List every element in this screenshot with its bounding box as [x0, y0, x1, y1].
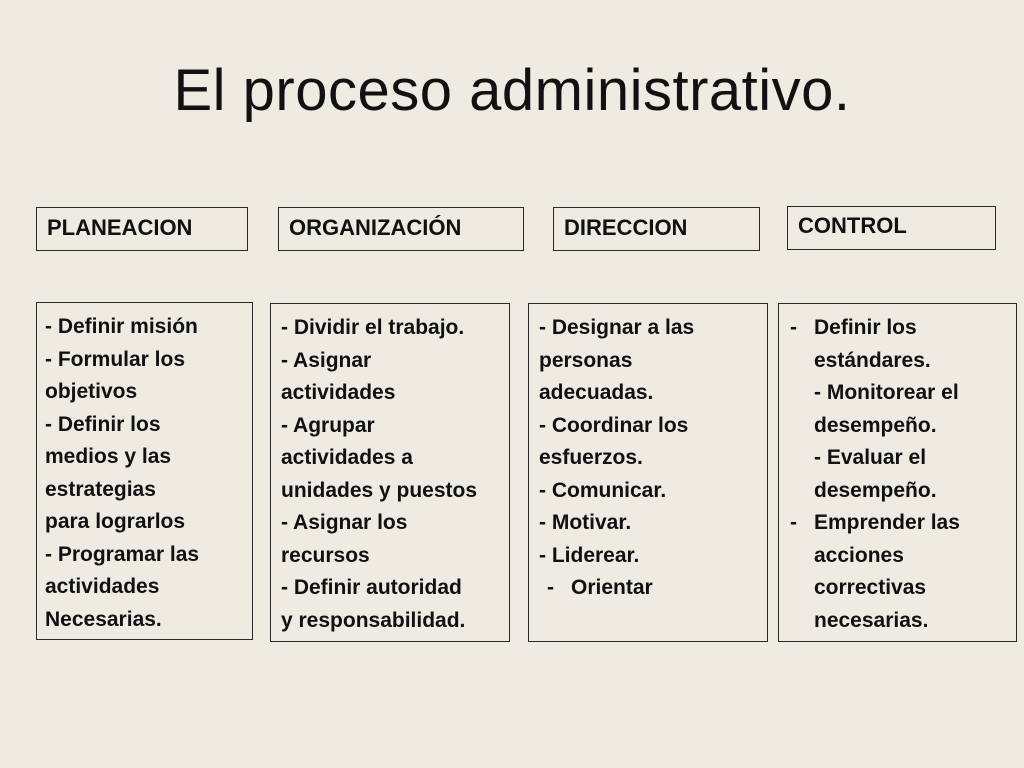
list-item: - Definir los [782, 312, 1008, 345]
list-item: - Motivar. [539, 511, 632, 534]
list-item: y responsabilidad. [281, 608, 466, 632]
list-item: - Liderear. [539, 543, 640, 567]
list-item: Necesarias. [45, 607, 162, 631]
list-item: desempeño. [814, 413, 937, 437]
list-item: - Agrupar [281, 413, 375, 437]
page-title: El proceso administrativo. [173, 58, 851, 123]
list-item: correctivas [814, 576, 927, 599]
planeacion-box [36, 302, 253, 640]
list-item: esfuerzos. [539, 446, 643, 469]
list-item: - Definir autoridad [281, 576, 462, 599]
header-organizacion: ORGANIZACIÓN [278, 207, 524, 251]
list-item: medios y las [45, 445, 172, 468]
list-item: - Emprender las [782, 507, 1008, 540]
list-item: - Coordinar los [539, 413, 689, 437]
list-item: - Asignar los [281, 511, 408, 534]
control-box [778, 303, 1017, 642]
list-item: recursos [281, 543, 370, 567]
list-item: desempeño. [814, 478, 937, 502]
list-item: - Dividir el trabajo. [281, 316, 465, 339]
organizacion-box [270, 303, 510, 642]
list-item: - Evaluar el [814, 446, 927, 469]
list-item: para lograrlos [45, 510, 186, 533]
list-item: - Formular los [45, 347, 186, 371]
list-item: - Definir misión [45, 315, 198, 338]
list-item: necesarias. [814, 608, 929, 632]
list-item: adecuadas. [539, 381, 654, 404]
list-item: - Programar las [45, 542, 200, 566]
list-item: - Comunicar. [539, 478, 667, 502]
list-item: actividades [45, 575, 160, 598]
list-item: actividades [281, 381, 396, 404]
list-item: acciones [814, 543, 904, 567]
list-item: estándares. [814, 348, 931, 372]
list-item: objetivos [45, 380, 138, 403]
direccion-box [528, 303, 768, 642]
list-item: - Definir los [45, 412, 161, 436]
list-item: - Asignar [281, 348, 372, 372]
list-item: actividades a [281, 446, 413, 469]
list-item: - Designar a las [539, 316, 695, 339]
list-item: personas [539, 348, 633, 372]
list-item: estrategias [45, 477, 156, 501]
header-direccion: DIRECCION [553, 207, 760, 251]
list-item: - Orientar [539, 572, 759, 605]
list-item: - Monitorear el [814, 381, 959, 404]
header-control: CONTROL [787, 206, 996, 250]
header-planeacion: PLANEACION [36, 207, 248, 251]
list-item: unidades y puestos [281, 478, 478, 502]
